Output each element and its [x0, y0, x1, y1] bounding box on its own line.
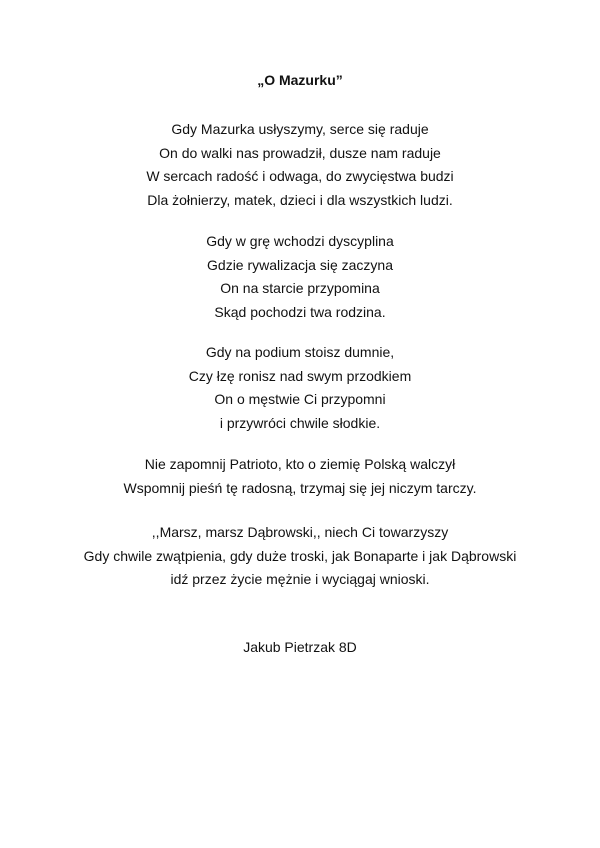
poem-line: Gdy chwile zwątpienia, gdy duże troski, jak Bonaparte i jak Dąbrowski [83, 547, 517, 564]
stanza-2 [0, 230, 600, 324]
poem-line: Gdy na podium stoisz dumnie, [205, 344, 395, 360]
poem-line: W sercach radość i odwaga, do zwycięstwa budzi [146, 168, 454, 184]
poem-line: Gdy Mazurka usłyszymy, serce się raduje [171, 121, 429, 137]
stanza-1 [0, 118, 600, 212]
poem-title: „O Mazurku” [257, 72, 343, 88]
poem-line: On do walki nas prowadził, dusze nam raduje [159, 144, 441, 161]
stanza-5 [0, 521, 600, 592]
poem-line: Dla żołnierzy, matek, dzieci i dla wszystkich ludzi. [147, 191, 453, 208]
poem-line: Czy łzę ronisz nad swym przodkiem [188, 367, 412, 384]
poem-line: ,,Marsz, marsz Dąbrowski,, niech Ci towarzyszy [151, 524, 449, 540]
poem-line: i przywróci chwile słodkie. [219, 414, 381, 431]
poem-line: Gdy w grę wchodzi dyscyplina [206, 233, 394, 249]
poem-line: Skąd pochodzi twa rodzina. [214, 303, 386, 320]
author-signature: Jakub Pietrzak 8D [243, 639, 357, 655]
poem-line: idź przez życie mężnie i wyciągaj wnioski. [170, 571, 430, 587]
poem-line: On na starcie przypomina [220, 280, 380, 296]
poem-line: Wspomnij pieśń tę radosną, trzymaj się jej niczym tarczy. [123, 479, 477, 496]
poem-line: On o męstwie Ci przypomni [214, 391, 386, 407]
poem-line: Gdzie rywalizacja się zaczyna [207, 256, 393, 273]
poem-line: Nie zapomnij Patrioto, kto o ziemię Polską walczył [144, 456, 456, 472]
stanza-3 [0, 341, 600, 435]
stanza-4 [0, 453, 600, 500]
